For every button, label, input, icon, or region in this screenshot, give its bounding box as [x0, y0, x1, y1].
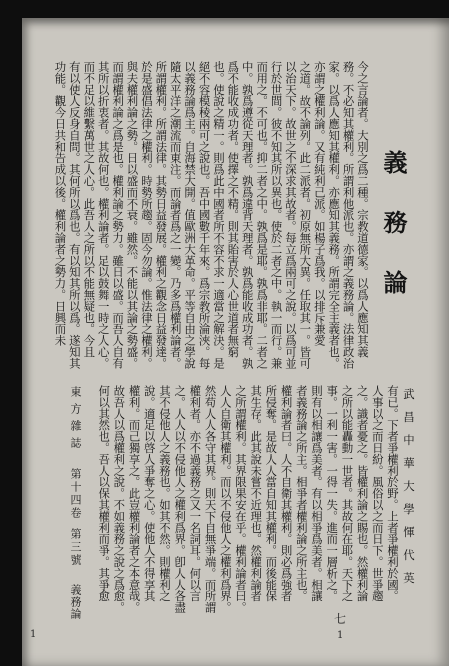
text-column: 人人自衛其權利。而以不侵他人之權利爲界。	[218, 385, 233, 613]
text-column: 之所以能轟動一世者。其故何在耶。天下之	[340, 385, 355, 602]
text-column: 所謂權利。所謂法律。其勢日益發展。權利之觀念日益發達。	[154, 61, 169, 369]
text-column: 其不侵他人之義務也。如其不然。則權利之	[157, 385, 172, 602]
text-column: 亦謂之權利論。又有純利己派。如楊子爲我。以排斥兼愛	[312, 61, 327, 346]
text-column: 中。孰爲遵從天理者。孰爲違背天理者。孰爲能收成功者。孰	[240, 61, 255, 369]
text-column: 行於世間。彼不知其所以異也。使於二者之中。執一而行。兼	[269, 61, 284, 369]
text-column: 爲不能收成功者。使擇之不精。則其貽害於人心世道者無窮	[226, 61, 241, 358]
text-column: 其生存。此其說未嘗不近理也。然權利論者	[249, 385, 264, 602]
text-column: 說。適足以啓人爭奪之心。使他人不得享其	[142, 385, 157, 602]
text-column: 所侵奪。是故人人當自知其權利。而後能保	[264, 385, 279, 602]
text-column: 家。以爲人應知其權利。亦應知其義務。所謂完全主義者也。	[327, 61, 342, 369]
text-column: 權利者。亦不過義務之又一名詞耳。何以言	[188, 385, 203, 602]
text-column: 者義務論之所主。相爭者權利論之所主也。	[294, 385, 309, 602]
margin-mark: 1	[30, 629, 37, 640]
running-footer-volume: 第十四卷	[69, 468, 82, 520]
text-column: 其所以折衷者。其故何也。權利論者。足以鼓舞一時之人心。	[96, 61, 111, 369]
page-number: 七	[334, 612, 347, 626]
upper-text-tier	[53, 61, 370, 373]
text-column: 與夫權利論之勢。日以盛而不衰。雖然。不能以其論之勢盛。	[125, 61, 140, 369]
text-column: 功能。觀今日共和告成以後。權利論者之勢力。日興而未	[53, 61, 68, 346]
text-column: 有以使人反身自問。其何所以爲也。有以知其所以爲。遂知其	[67, 61, 82, 369]
text-column: 何以其然也。吾人以保其權利而爭。其爭愈	[97, 385, 112, 602]
text-column: 有已。下者爭權利於野。上者爭權利於國。	[386, 385, 400, 602]
text-column: 之所謂權利。其界限果安在乎。權利論者曰。	[233, 385, 248, 613]
text-column: 以義務論爲主。自海禁大開。值歐洲大革命。平等自由之學說	[183, 61, 198, 369]
text-column: 絕不容模稜兩可之說也。吾中國數千年來。爲宗教所淪浹。每	[197, 61, 212, 369]
text-column: 而不足以維繫萬世之人心。此吾人之所以不能無疑也。今且	[82, 61, 97, 358]
text-column: 也。使說之精一。則爲此中國者所不容不求一適當之解決。是	[211, 61, 226, 369]
running-footer-issue: 第三號	[69, 528, 82, 567]
lower-text-tier	[96, 385, 400, 621]
text-column: 之道。故不論列。此二派者。初原無所大異。任取其一。皆可	[298, 61, 313, 369]
text-column: 故吾人以爲權利之說。不如義務之說之爲愈。	[112, 385, 127, 613]
text-column: 事。一利一害。一得一失。進而一層析之。	[325, 385, 340, 602]
text-column: 於是盛倡法律之權利。時勢所趨。固今勿論。惟法律之權利。	[139, 61, 154, 369]
margin-mark: 1	[337, 630, 344, 641]
text-column: 今之言論者。大別之爲二種。宗教道德家。以爲人應知其義	[356, 61, 370, 358]
text-column: 人事以之而日紛。風俗以之而日下。世爭趨	[370, 385, 385, 602]
running-footer-article: 義務論	[69, 584, 82, 620]
running-footer-magazine: 東方雜誌	[69, 386, 82, 454]
text-column: 權利。而己獨享之。此豈權利論者之本意哉。	[127, 385, 142, 613]
text-column: 之。人人以不侵他人之權利爲界。卽人人各盡	[173, 385, 188, 613]
text-column: 隨太平洋之潮流而東注。而論者爲之一變。乃多爲權利論者。	[168, 61, 183, 369]
text-column: 然苟人人各守其界。則天下自無爭端。而所謂	[203, 385, 218, 613]
text-column: 之。識者憂之。皆權利論之賜也。然權利論	[355, 385, 370, 602]
text-column: 以治天下。故世之不深求其故者。每立爲兩可之說。以爲可並	[283, 61, 298, 369]
text-column: 務。不必知其權利。所謂利他派也。亦謂之義務論。法律政治	[341, 61, 356, 369]
text-column: 則有以相讓爲美者。有以相爭爲美者。相讓	[309, 385, 324, 602]
text-column: 而謂權利論之爲是也。權利論之勢力。雖日以盛。而吾人自有	[111, 61, 126, 369]
article-title: 義務論	[379, 150, 408, 330]
text-column: 而用之。不可也。抑二者之中。孰爲是耶。孰爲非耶。二者之	[255, 61, 270, 369]
author-byline: 武昌中華大學惲代英	[402, 388, 416, 595]
text-column: 權利論者曰。人不自衛其權利。則必爲強者	[279, 385, 294, 602]
